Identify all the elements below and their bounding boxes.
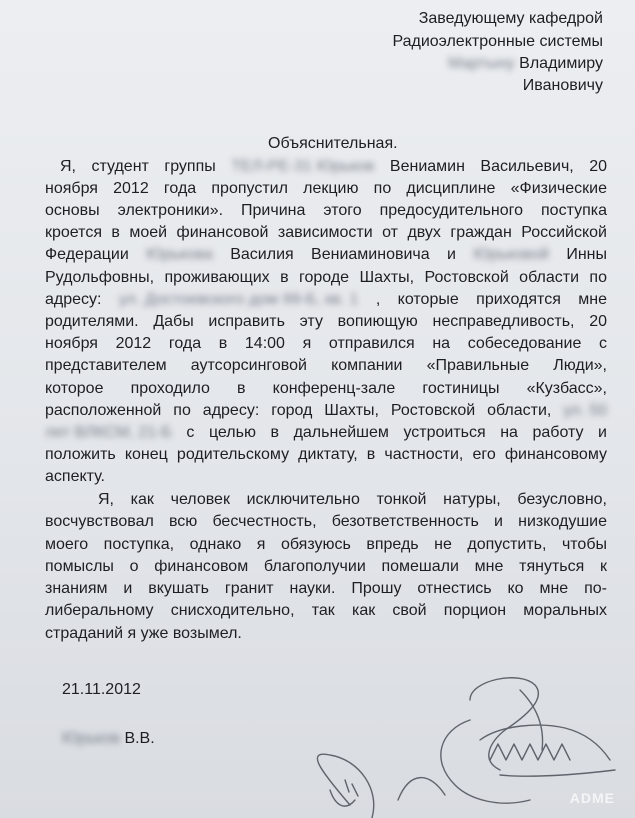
redacted-mother-surname: Юрьковой <box>473 246 549 263</box>
redacted-surname: Мартыну <box>448 55 515 72</box>
body-line-9: ноября 2012 года в 14:00 я отправился на собеседование с <box>45 335 607 352</box>
body-line-3: основы электроники». Причина этого предосудительного поступка <box>45 202 607 219</box>
body-line-10: представителем аутсорсинговой компании «Правильные Люди», <box>45 357 607 374</box>
body-line-20: знаниям и вкушать гранит науки. Прошу отнестись ко мне по- <box>45 580 607 597</box>
body-line-22: страданий я уже возымел. <box>45 625 242 642</box>
body-text: Федерации <box>45 246 129 263</box>
addressee-line-4: Ивановичу <box>522 77 603 94</box>
body-line-11: которое проходило в конференц-зале гостиницы «Кузбасс», <box>45 380 607 397</box>
addressee-line-3 <box>430 53 603 75</box>
redacted-father-surname: Юрькова <box>146 246 213 263</box>
body-text: Инны <box>566 246 607 263</box>
body-text: , которые приходятся мне <box>375 291 608 308</box>
letter-date: 21.11.2012 <box>62 681 141 698</box>
redacted-home-address: ул. Достоевского дом 99-Б, кв. 1 <box>118 291 359 308</box>
body-text: Вениамин Васильевич, 20 <box>389 158 608 175</box>
addressee-line-2: Радиоэлектронные системы <box>392 33 603 50</box>
body-text: адресу: <box>45 291 102 308</box>
redacted-hotel-address: ул. 50 <box>563 402 608 419</box>
body-text: с целью в дальнейшем устроиться на работу и <box>186 424 607 441</box>
signer-initials: В.В. <box>124 730 155 747</box>
body-line-12 <box>45 400 607 422</box>
body-line-21: либеральному снисходительно, так как свой порцион моральных <box>45 602 607 619</box>
body-line-2: ноября 2012 года пропустил лекцию по дисциплине «Физические <box>45 180 607 197</box>
body-line-6: Рудольфовны, проживающих в городе Шахты, Ростовской области по <box>45 269 607 286</box>
body-line-7 <box>45 289 607 311</box>
body-text: Василия Вениаминовича и <box>230 246 456 263</box>
body-line-4: кроется в моей финансовой зависимости от двух граждан Российской <box>45 224 607 241</box>
body-line-18: моего поступка, однако я обязуюсь впредь не допустить, чтобы <box>45 536 607 553</box>
body-text: расположенной по адресу: город Шахты, Ростовской области, <box>45 402 552 419</box>
body-line-13 <box>45 422 607 444</box>
document-title: Объяснительная. <box>268 135 398 152</box>
body-line-5 <box>45 244 607 266</box>
body-line-8: родителями. Дабы исправить эту вопиющую несправедливость, 20 <box>45 313 607 330</box>
body-line-14: положить конец родительскому диктату, в частности, его финансовому <box>45 446 607 463</box>
watermark-logo: ADME <box>569 790 615 806</box>
redacted-signer-surname: Юрьков <box>62 730 120 747</box>
body-text: Я, студент группы <box>60 158 216 175</box>
redacted-hotel-address-cont: лет ВЛКСМ, 21-Б <box>45 424 172 441</box>
addressee-line-1: Заведующему кафедрой <box>418 10 603 27</box>
redacted-group: ТЕЛ-РЕ-31 Юрьков <box>231 158 375 175</box>
signature-name <box>62 728 155 750</box>
addressee-first-name: Владимиру <box>519 55 603 72</box>
body-line-19: помыслы о финансовом благополучии помешали мне тянуться к <box>45 558 607 575</box>
body-line-15: аспекту. <box>45 468 105 485</box>
body-line-17: восчувствовал всю бесчестность, безответственность и низкодушие <box>45 513 607 530</box>
body-line-1 <box>60 156 607 178</box>
body-line-16: Я, как человек исключительно тонкой натуры, безусловно, <box>98 491 607 508</box>
